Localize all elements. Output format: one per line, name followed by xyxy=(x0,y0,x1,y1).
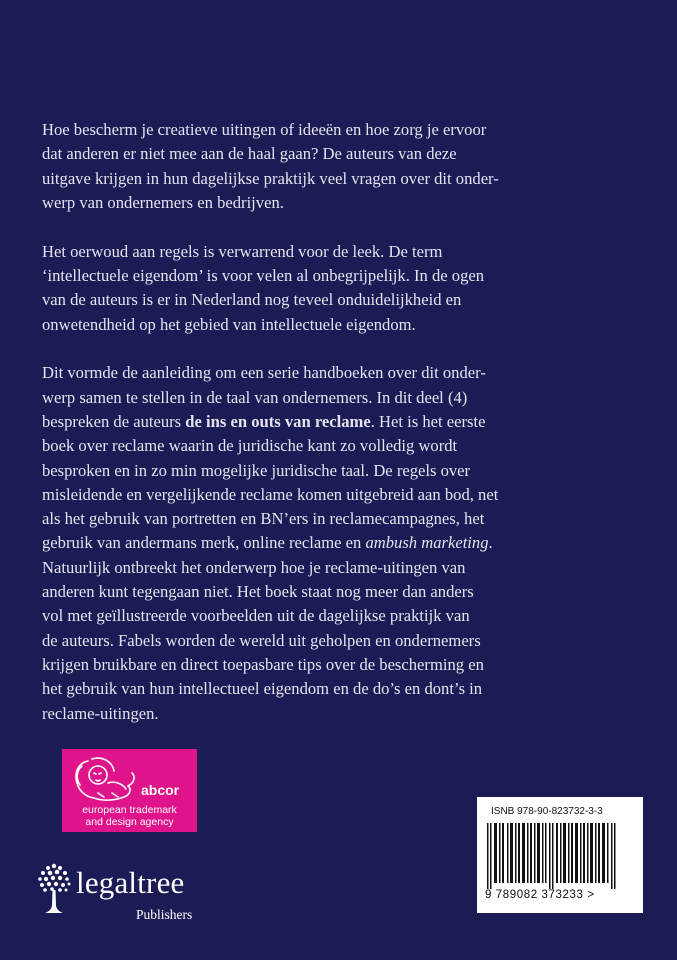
blurb xyxy=(42,118,642,750)
bold-phrase: de ins en outs van reclame xyxy=(185,411,371,431)
text-segment: bespreken de auteurs xyxy=(42,411,186,431)
text-line: Het oerwoud aan regels is verwarrend voor de leek. De term xyxy=(42,241,443,261)
text-line: boek over reclame waarin de juridische kant zo volledig wordt xyxy=(42,436,458,456)
publisher-subtitle: Publishers xyxy=(136,907,193,922)
text-line xyxy=(42,410,642,434)
text-line xyxy=(42,531,642,555)
blurb-paragraph-1 xyxy=(42,118,642,215)
text-line: vol met geïllustreerde voorbeelden uit de dagelijkse praktijk van xyxy=(42,606,470,626)
isbn-barcode xyxy=(477,797,643,913)
text-line: anderen kunt tegengaan niet. Het boek staat nog meer dan anders xyxy=(42,582,474,602)
text-segment: . xyxy=(488,533,493,553)
text-line: de auteurs. Fabels worden de wereld uit geholpen en ondernemers xyxy=(42,630,481,650)
barcode-digits: 9 789082 373233 > xyxy=(485,889,595,901)
text-line: uitgave krijgen in hun dagelijkse praktijk veel vragen over dit onder- xyxy=(42,168,499,188)
text-segment: . Het is het eerste xyxy=(370,411,486,431)
tree-icon xyxy=(36,860,72,920)
text-line: misleidende en vergelijkende reclame komen uitgebreid aan bod, net xyxy=(42,484,499,504)
text-line: het gebruik van hun intellectueel eigendom en de do’s en dont’s in xyxy=(42,679,483,699)
abcor-tagline xyxy=(62,804,197,828)
italic-phrase: ambush marketing xyxy=(365,533,489,553)
tagline-line: european trademark xyxy=(82,804,177,816)
publisher-name: legaltree xyxy=(76,865,185,900)
text-line: van de auteurs is er in Nederland nog teveel onduidelijkheid en xyxy=(42,290,462,310)
text-line: Dit vormde de aanleiding om een serie handboeken over dit onder- xyxy=(42,363,486,383)
text-line: dat anderen er niet mee aan de haal gaan? De auteurs van deze xyxy=(42,144,457,164)
lion-icon xyxy=(68,753,140,809)
text-line: werp van ondernemers en bedrijven. xyxy=(42,192,284,212)
text-line: besproken en in zo min mogelijke juridische taal. De regels over xyxy=(42,460,471,480)
text-segment: gebruik van andermans merk, online reclame en xyxy=(42,533,366,553)
isbn-label: ISNB 978-90-823732-3-3 xyxy=(491,806,603,817)
blurb-paragraph-2 xyxy=(42,240,642,337)
tagline-line: and design agency xyxy=(85,816,174,828)
blurb-paragraph-3 xyxy=(42,361,642,725)
barcode-icon xyxy=(485,823,617,889)
text-line: Hoe bescherm je creatieve uitingen of ideeën en hoe zorg je ervoor xyxy=(42,120,487,139)
abcor-logo xyxy=(62,749,197,832)
text-line: Natuurlijk ontbreekt het onderwerp hoe je reclame-uitingen van xyxy=(42,557,466,577)
abcor-name: abcor xyxy=(141,782,180,798)
text-line: reclame-uitingen. xyxy=(42,703,159,723)
text-line: krijgen bruikbare en direct toepasbare tips over de bescherming en xyxy=(42,654,484,674)
text-line: werp samen te stellen in de taal van ondernemers. In dit deel (4) xyxy=(42,387,468,407)
text-line: ‘intellectuele eigendom’ is voor velen al onbegrijpelijk. In de ogen xyxy=(42,265,485,285)
text-line: als het gebruik van portretten en BN’ers in reclamecampagnes, het xyxy=(42,509,485,529)
text-line: onwetendheid op het gebied van intellectuele eigendom. xyxy=(42,314,416,334)
